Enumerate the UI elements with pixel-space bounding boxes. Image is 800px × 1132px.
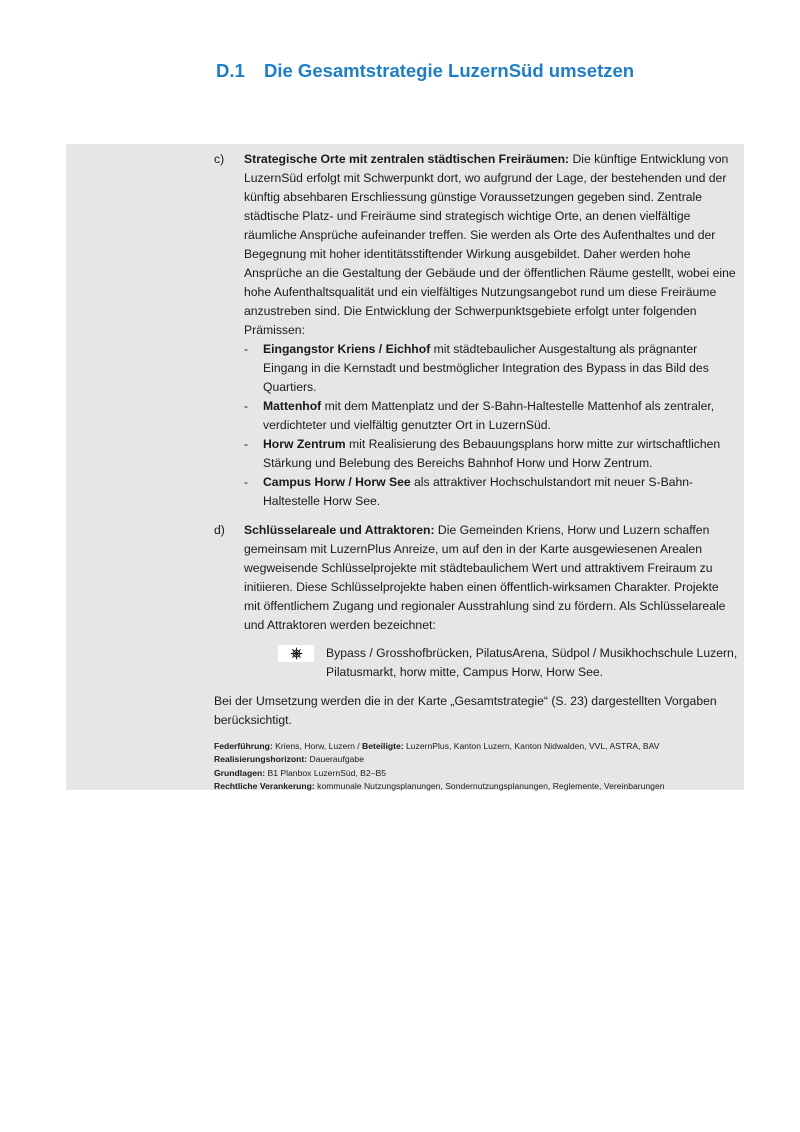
content [214, 150, 738, 793]
meta-lead-row [214, 740, 738, 753]
page-title [216, 60, 634, 82]
bullet-item: - Campus Horw / Horw See als attraktiver Hochschulstandort mit neuer S-Bahn-Haltestelle Horw See. [244, 475, 694, 508]
bullet-item: - Mattenhof mit dem Mattenplatz und der S-Bahn-Haltestelle Mattenhof als zentraler, verdichteter und vielfältig genutzter Ort in LuzernSüd. [244, 399, 715, 432]
item-c-label: c) [214, 152, 225, 166]
bullet-heading: Horw Zentrum [263, 437, 346, 451]
closing-paragraph: Bei der Umsetzung werden die in der Karte „Gesamtstrategie“ (S. 23) dargestellten Vorgaben berücksichtigt. [214, 694, 717, 727]
key-areas-row [244, 644, 738, 682]
meta-lead-value: Kriens, Horw, Luzern / [272, 741, 363, 751]
bullet-heading: Campus Horw / Horw See [263, 475, 411, 489]
item-c-heading: Strategische Orte mit zentralen städtischen Freiräumen: [244, 152, 570, 166]
bullet-text: mit dem Mattenplatz und der S-Bahn-Haltestelle Mattenhof als zentraler, verdichteter und vielfältig genutzter Ort in LuzernSüd. [263, 399, 715, 432]
bullet-item: - Eingangstor Kriens / Eichhof mit städtebaulicher Ausgestaltung als prägnanter Eingang in die Kernstadt und bestmöglicher Integration des Bypass in das Bild des Quartiers. [244, 342, 709, 394]
meta-basis-label: Grundlagen: [214, 767, 266, 778]
bullet-text: mit städtebaulicher Ausgestaltung als prägnanter Eingang in die Kernstadt und bestmöglicher Integration des Bypass in das Bild des Quartiers. [263, 342, 709, 394]
meta-horizon-row [214, 753, 738, 766]
bullet-heading: Mattenhof [263, 399, 322, 413]
section-title: Die Gesamtstrategie LuzernSüd umsetzen [264, 60, 635, 81]
bullet-item: - Horw Zentrum mit Realisierung des Bebauungsplans horw mitte zur wirtschaftlichen Stärkung und Belebung des Bereichs Bahnhof Horw und Horw Zentrum. [244, 437, 721, 470]
meta-basis-row [214, 767, 738, 780]
meta-legal-value: kommunale Nutzungsplanungen, Sondernutzungsplanungen, Reglemente, Vereinbarungen [314, 780, 665, 791]
bullet-heading: Eingangstor Kriens / Eichhof [263, 342, 431, 356]
meta-horizon-label: Realisierungshorizont: [214, 754, 308, 765]
meta-basis-value: B1 Planbox LuzernSüd, B2–B5 [265, 767, 386, 778]
meta-legal-row [214, 780, 738, 793]
meta-legal-label: Rechtliche Verankerung: [214, 780, 315, 791]
item-d-label: d) [214, 523, 225, 537]
gear-symbol-icon [278, 645, 314, 662]
meta-involved-value: LuzernPlus, Kanton Luzern, Kanton Nidwalden, VVL, ASTRA, BAV [403, 741, 660, 751]
item-c [214, 150, 738, 511]
section-number: D.1 [216, 60, 245, 81]
meta-info [214, 740, 738, 793]
item-d-heading: Schlüsselareale und Attraktoren: [244, 523, 435, 537]
meta-lead-label: Federführung: [214, 741, 273, 751]
item-d-text: Die Gemeinden Kriens, Horw und Luzern schaffen gemeinsam mit LuzernPlus Anreize, um auf den in der Karte ausgewiesenen Arealen wegweisende Schlüsselprojekte mit städtebaulichem Wert und attraktivem Freiraum zu initiieren. Diese Schlüsselprojekte haben einen öffentlich-wirksamen Charakter. Projekte mit öffentlichem Zugang und regionaler Ausstrahlung sind zu fördern. Als Schlüsselareale und Attraktoren werden bezeichnet: [244, 523, 726, 632]
bullet-text: mit Realisierung des Bebauungsplans horw mitte zur wirtschaftlichen Stärkung und Belebung des Bereichs Bahnhof Horw und Horw Zentrum. [263, 437, 721, 470]
meta-involved-label: Beteiligte: [362, 741, 404, 751]
meta-horizon-value: Daueraufgabe [307, 754, 364, 765]
key-areas-list: Bypass / Grosshofbrücken, PilatusArena, Südpol / Musikhochschule Luzern, Pilatusmarkt, horw mitte, Campus Horw, Horw See. [326, 646, 738, 679]
bullet-text: als attraktiver Hochschulstandort mit neuer S-Bahn-Haltestelle Horw See. [263, 475, 694, 508]
item-c-text: Die künftige Entwicklung von LuzernSüd erfolgt mit Schwerpunkt dort, wo aufgrund der Lage, der bestehenden und der künftig absehbaren Erschliessung günstige Voraussetzungen gegeben sind. Zentrale städtische Platz- und Freiräume sind strategisch wichtige Orte, an denen vielfältige räumliche Ansprüche aufeinander treffen. Sie werden als Orte des Aufenthaltes und der Begegnung mit hoher identitätsstiftender Wirkung ausgebildet. Daher werden hohe Ansprüche an die Gestaltung der Gebäude und der öffentlichen Räume gestellt, wobei eine hohe Aufenthaltsqualität und ein vielfältiges Nutzungsangebot rund um diese Freiräume anzustreben sind. Die Entwicklung der Schwerpunktsgebiete erfolgt unter folgenden Prämissen: [244, 152, 736, 337]
item-d [214, 521, 738, 682]
